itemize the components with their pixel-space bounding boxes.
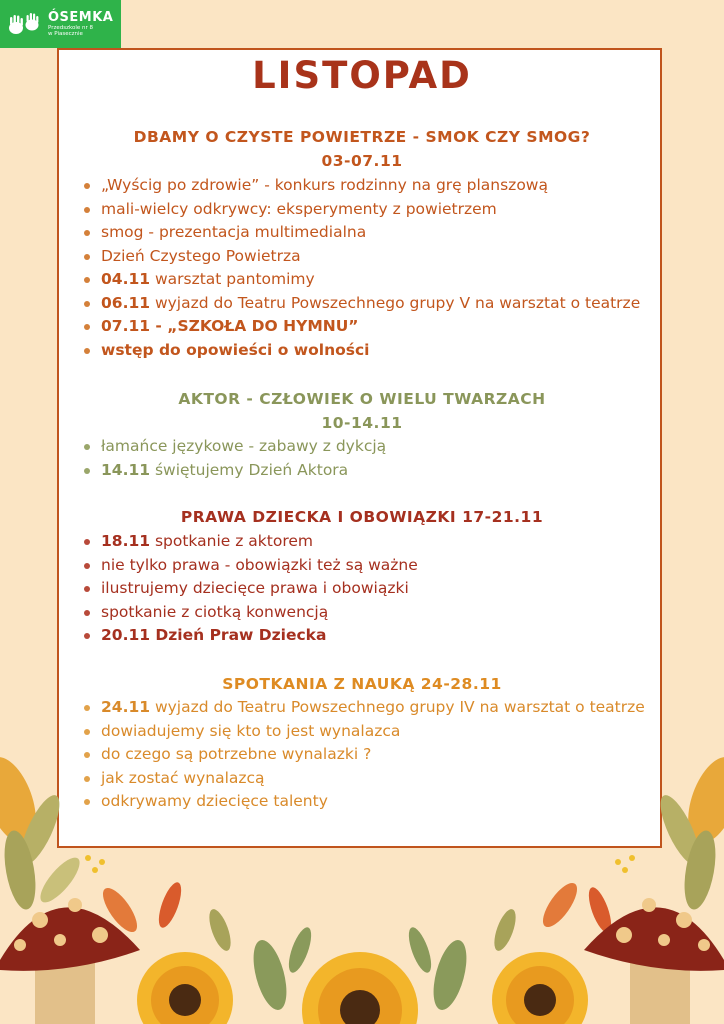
list-item: Dzień Czystego Powietrza (78, 245, 640, 269)
sunflower-icon (137, 952, 233, 1024)
section-1-dates: 03-07.11 (321, 152, 403, 170)
section-3-heading: PRAWA DZIECKA I OBOWIĄZKI 17-21.11 (180, 508, 544, 526)
section-4-heading: SPOTKANIA Z NAUKĄ 24-28.11 (222, 675, 502, 693)
list-item: mali-wielcy odkrywcy: eksperymenty z powietrzem (78, 198, 640, 222)
list-item: 24.11 wyjazd do Teatru Powszechnego grupy IV na warsztat o teatrze (78, 696, 645, 720)
list-item: 06.11 wyjazd do Teatru Powszechnego grupy V na warsztat o teatrze (78, 292, 640, 316)
sunflower-icon (302, 952, 418, 1024)
list-item: 18.11 spotkanie z aktorem (78, 530, 418, 554)
list-item: odkrywamy dziecięce talenty (78, 790, 645, 814)
list-item: spotkanie z ciotką konwencją (78, 601, 418, 625)
list-item: smog - prezentacja multimedialna (78, 221, 640, 245)
section-2-dates: 10-14.11 (321, 414, 403, 432)
list-item: nie tylko prawa - obowiązki też są ważne (78, 554, 418, 578)
list-item: do czego są potrzebne wynalazki ? (78, 743, 645, 767)
list-item: dowiadujemy się kto to jest wynalazca (78, 720, 645, 744)
list-item: „Wyścig po zdrowie” - konkurs rodzinny na grę planszową (78, 174, 640, 198)
list-item: 04.11 warsztat pantomimy (78, 268, 640, 292)
list-item: 20.11 Dzień Praw Dziecka (78, 624, 418, 648)
logo-line-1: Przedszkole nr 8 (48, 24, 94, 31)
list-item: wstęp do opowieści o wolności (78, 339, 640, 363)
list-item: łamańce językowe - zabawy z dykcją (78, 435, 386, 459)
page-title: LISTOPAD (252, 54, 472, 97)
logo-line-2: w Piasecznie (48, 31, 83, 37)
list-item: ilustrujemy dziecięce prawa i obowiązki (78, 577, 418, 601)
list-item: 14.11 świętujemy Dzień Aktora (78, 459, 386, 483)
list-item: jak zostać wynalazcą (78, 767, 645, 791)
section-1-heading: DBAMY O CZYSTE POWIETRZE - SMOK CZY SMOG? (133, 128, 591, 146)
section-2-heading: AKTOR - CZŁOWIEK O WIELU TWARZACH (178, 390, 546, 408)
logo-brand: ÓSEMKA (48, 9, 114, 25)
sunflower-icon (492, 952, 588, 1024)
list-item: 07.11 - „SZKOŁA DO HYMNU” (78, 315, 640, 339)
